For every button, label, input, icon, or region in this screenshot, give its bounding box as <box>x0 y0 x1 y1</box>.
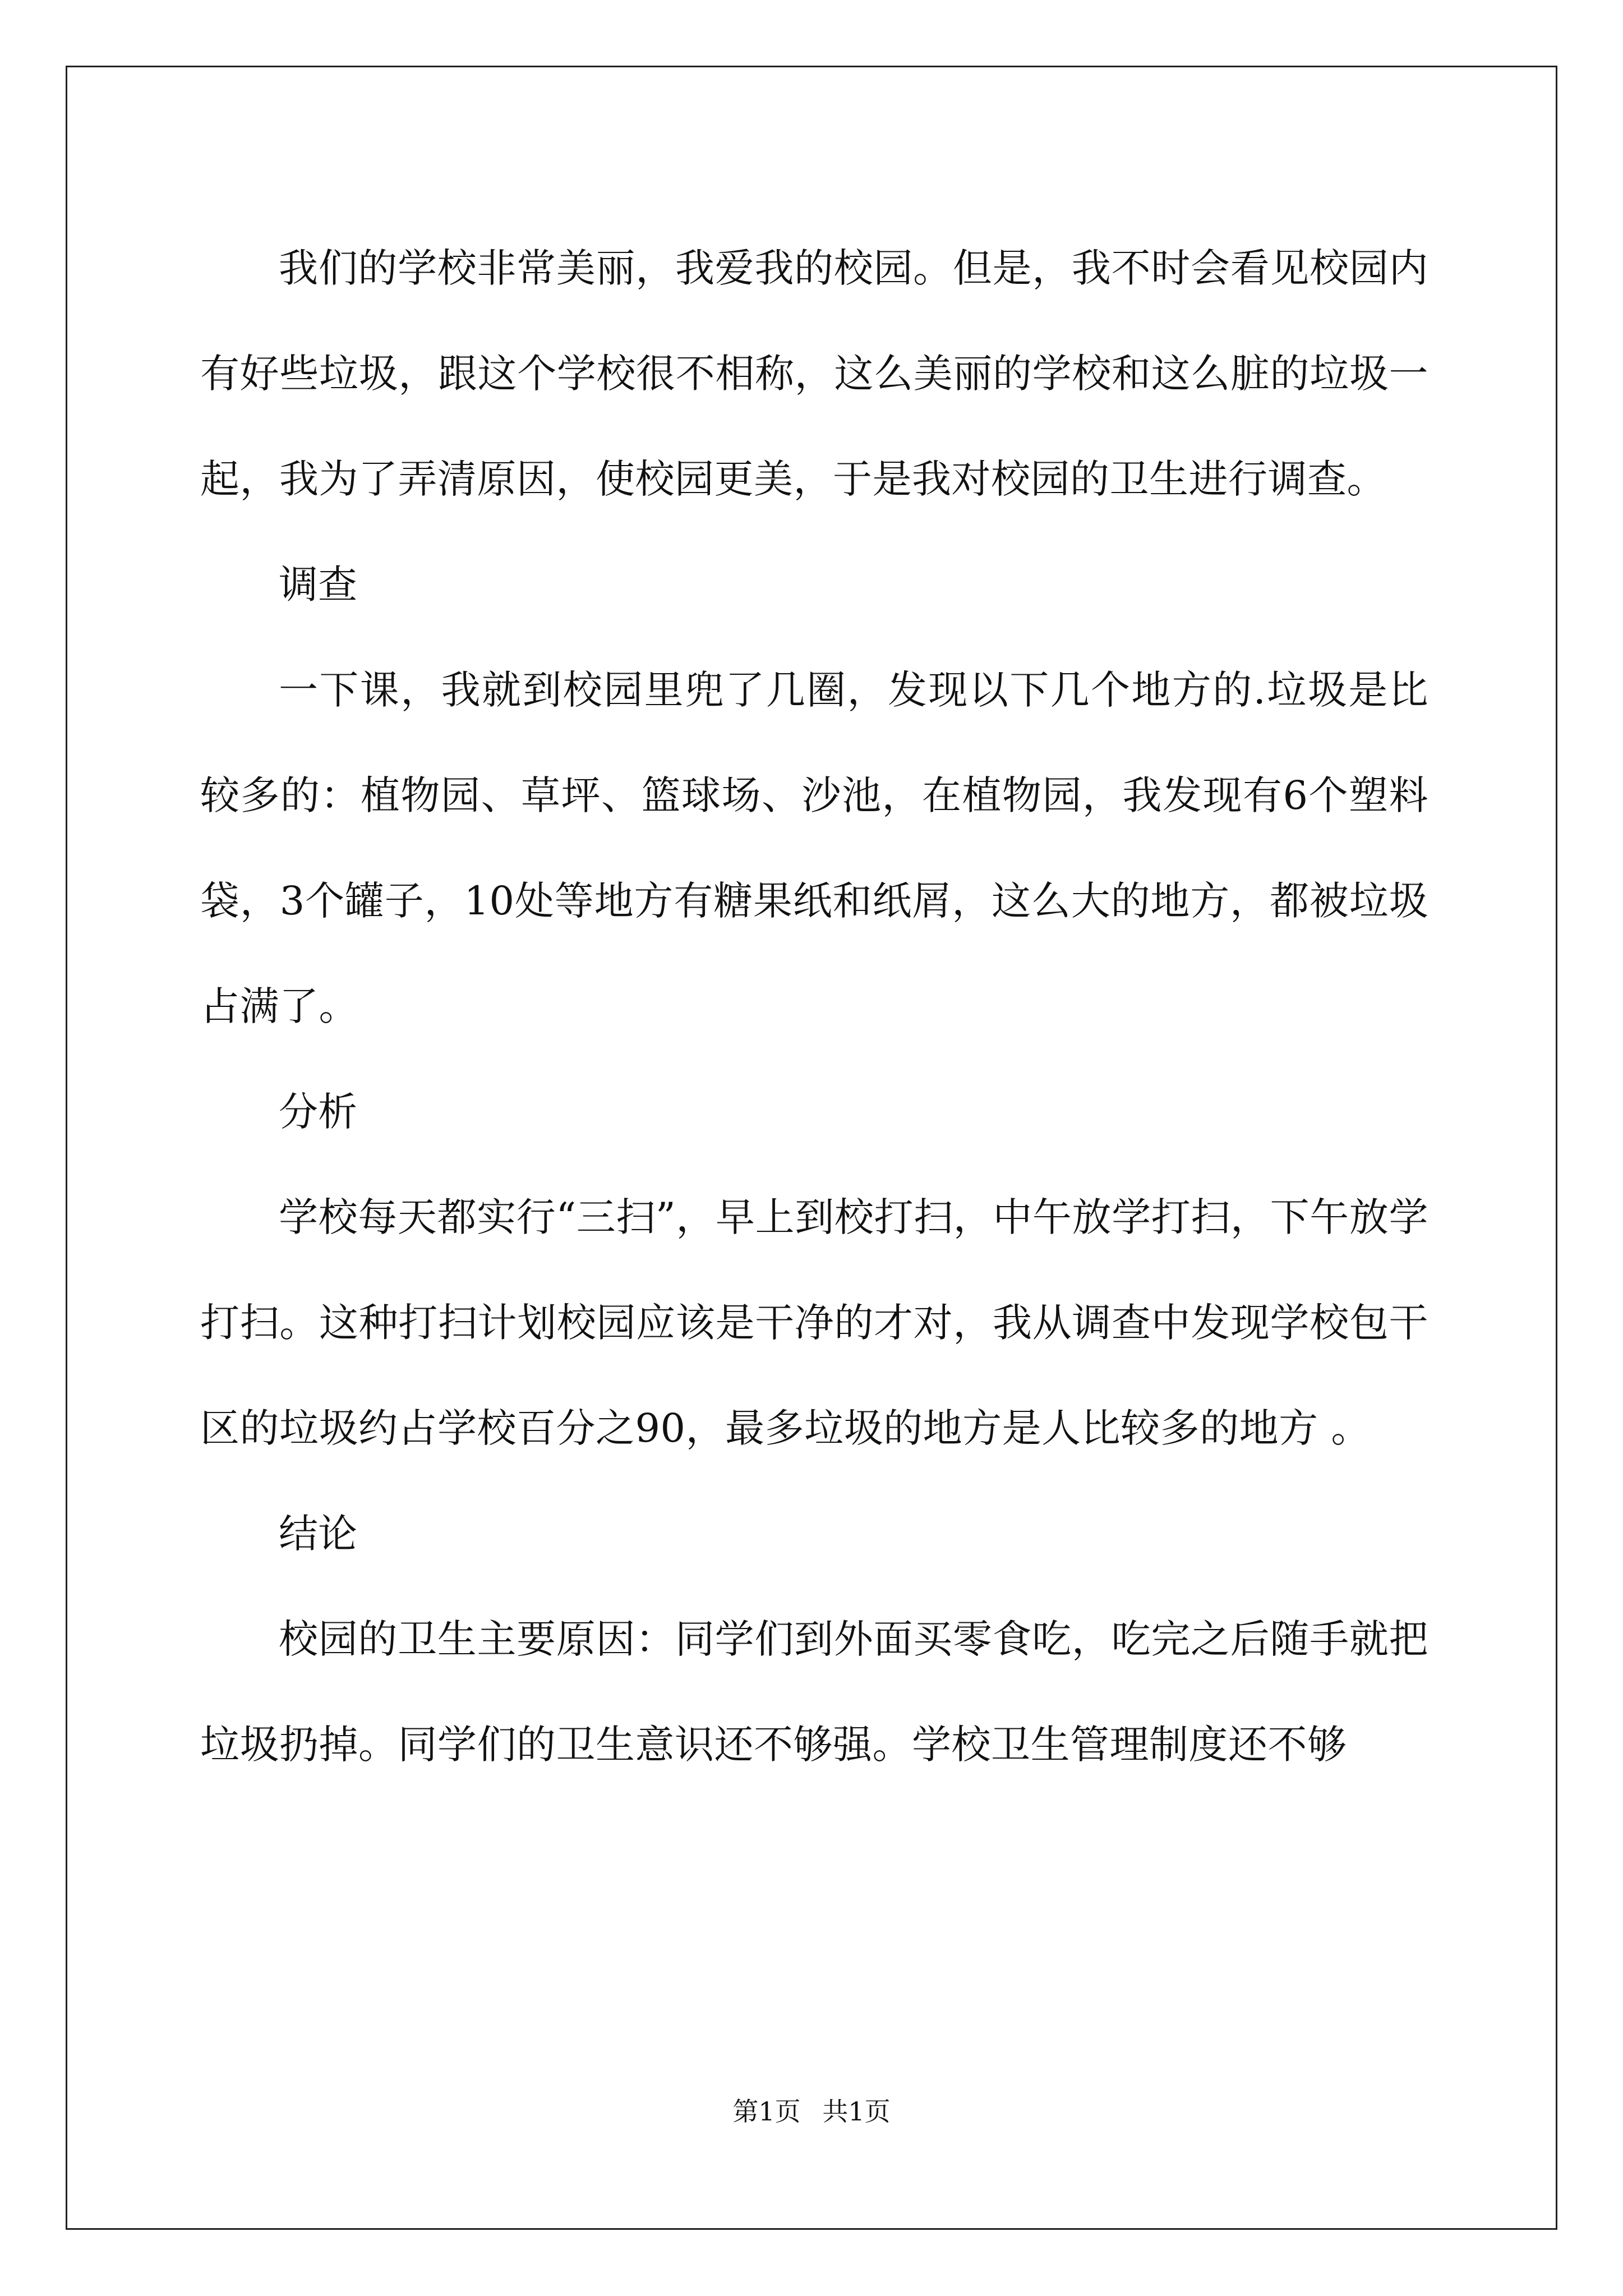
paragraph-conclusion: 校园的卫生主要原因：同学们到外面买零食吃，吃完之后随手就把垃圾扔掉。同学们的卫生意识还不够强。学校卫生管理制度还不够 <box>200 1616 1428 1768</box>
document-body <box>200 215 1428 1797</box>
paragraph-survey: 一下课，我就到校园里兜了几圈，发现以下几个地方的.垃圾是比较多的：植物园、草坪、篮球场、沙池，在植物园，我发现有6个塑料袋，3个罐子，10处等地方有糖果纸和纸屑，这么大的地方，都被垃圾占满了。 <box>200 667 1428 1029</box>
page-number-current: 第1页 <box>732 2096 801 2127</box>
section-heading-survey: 调查 <box>279 562 357 608</box>
section-heading-conclusion: 结论 <box>279 1511 357 1557</box>
paragraph-analysis: 学校每天都实行“三扫”，早上到校打扫，中午放学打扫，下午放学打扫。这种打扫计划校园应该是干净的才对，我从调查中发现学校包干区的垃圾约占学校百分之90，最多垃圾的地方是人比较多的地方 。 <box>200 1194 1428 1451</box>
page-footer <box>0 2091 1623 2128</box>
section-heading-analysis: 分析 <box>279 1089 357 1135</box>
page-number-total: 共1页 <box>822 2096 891 2127</box>
paragraph-intro: 我们的学校非常美丽，我爱我的校园。但是，我不时会看见校园内有好些垃圾，跟这个学校很不相称，这么美丽的学校和这么脏的垃圾一起，我为了弄清原因，使校园更美，于是我对校园的卫生进行调查。 <box>200 245 1428 502</box>
